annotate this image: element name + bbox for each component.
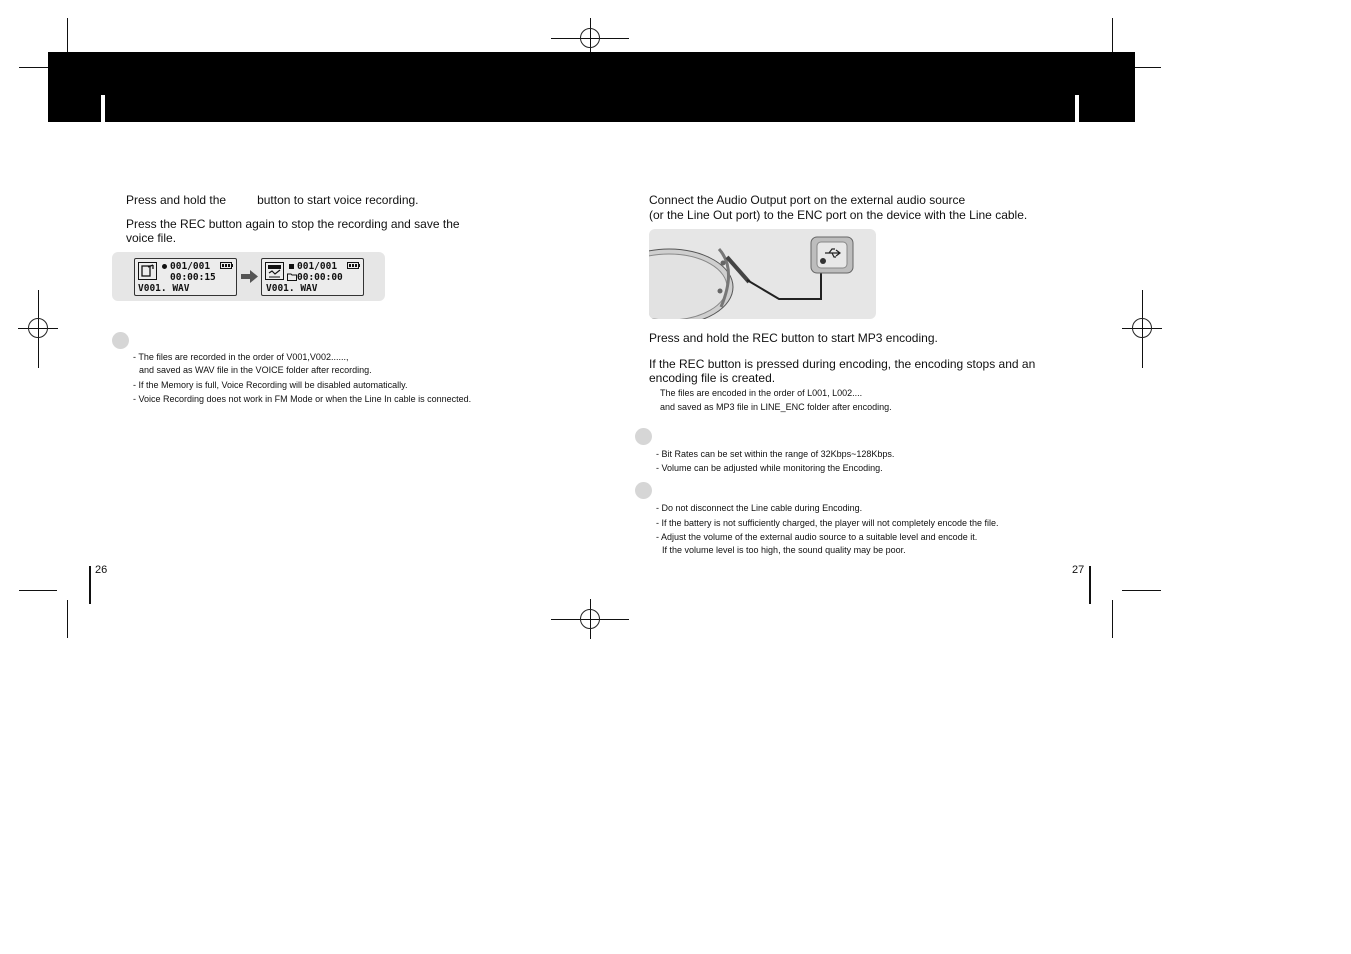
encode-step2-line1: If the REC button is pressed during encoding, the encoding stops and an <box>649 357 1036 371</box>
record-icon <box>138 262 157 280</box>
voice-note-3: - Voice Recording does not work in FM Mode or when the Line In cable is connected. <box>133 394 472 404</box>
crop-mark <box>1122 590 1161 591</box>
encode-caution-3: - Adjust the volume of the external audio source to a suitable level and encode it. <box>656 532 978 542</box>
voice-step1-after: button to start voice recording. <box>257 193 419 207</box>
folder-icon <box>287 273 297 281</box>
registration-target-bottom <box>551 599 629 639</box>
eq-mode-icon <box>265 262 284 280</box>
voice-step1 <box>126 193 419 207</box>
header-bar <box>48 52 1135 122</box>
registration-target-left <box>18 290 58 368</box>
voice-step1-before: Press and hold the <box>126 193 227 207</box>
registration-target-right <box>1122 290 1162 368</box>
encode-caution-3-cont: If the volume level is too high, the sound quality may be poor. <box>662 545 906 555</box>
encode-caution-1: - Do not disconnect the Line cable during Encoding. <box>656 503 863 513</box>
note-circle-icon <box>112 332 129 349</box>
lcd-screen-stopped <box>261 258 364 296</box>
lcd-illustration-panel <box>112 252 385 301</box>
battery-icon <box>220 262 233 269</box>
crop-mark <box>1112 600 1113 638</box>
note-circle-icon <box>635 428 652 445</box>
voice-step2-line2: voice file. <box>126 231 177 245</box>
lcd2-time: 00:00:00 <box>297 272 343 283</box>
page-number-left: 26 <box>95 564 108 576</box>
player-device-image <box>649 229 876 319</box>
crop-mark <box>1112 18 1113 56</box>
crop-mark <box>67 18 68 52</box>
voice-step2-line1: Press the REC button again to stop the recording and save the <box>126 217 460 231</box>
crop-mark <box>1135 67 1161 68</box>
encode-caution-2: - If the battery is not sufficiently charged, the player will not completely encode the file. <box>656 518 999 528</box>
encode-step1: Press and hold the REC button to start MP3 encoding. <box>649 331 938 345</box>
lcd2-track: 001/001 <box>297 261 338 272</box>
encode-step2-sub2: and saved as MP3 file in LINE_ENC folder after encoding. <box>660 402 892 412</box>
voice-note-1-cont: and saved as WAV file in the VOICE folder after recording. <box>139 365 372 375</box>
crop-mark <box>19 590 57 591</box>
caution-circle-icon <box>635 482 652 499</box>
encode-note-2: - Volume can be adjusted while monitoring the Encoding. <box>656 463 883 473</box>
stop-icon <box>289 264 294 269</box>
lcd-screen-recording <box>134 258 237 296</box>
header-tick-left <box>101 95 105 122</box>
encode-intro-line1: Connect the Audio Output port on the external audio source <box>649 193 966 207</box>
page-number-rule-right <box>1089 566 1091 604</box>
lcd1-track: 001/001 <box>170 261 211 272</box>
voice-note-1: - The files are recorded in the order of V001,V002......, <box>133 352 349 362</box>
crop-mark <box>19 67 49 68</box>
encode-note-1: - Bit Rates can be set within the range of 32Kbps~128Kbps. <box>656 449 895 459</box>
record-dot-icon <box>162 264 167 269</box>
battery-icon <box>347 262 360 269</box>
crop-mark <box>67 600 68 638</box>
usb-icon <box>824 247 842 259</box>
page-number-right: 27 <box>1072 564 1085 576</box>
encode-step2-sub1: The files are encoded in the order of L001, L002.... <box>660 388 863 398</box>
lcd1-file: V001. WAV <box>138 283 190 294</box>
header-tick-right <box>1075 95 1079 122</box>
line-cable-illustration <box>649 229 876 319</box>
arrow-right-icon <box>241 270 258 283</box>
voice-note-2: - If the Memory is full, Voice Recording will be disabled automatically. <box>133 380 408 390</box>
lcd2-file: V001. WAV <box>266 283 318 294</box>
encode-step2-line2: encoding file is created. <box>649 371 776 385</box>
page-number-rule-left <box>89 566 91 604</box>
encode-intro-line2: (or the Line Out port) to the ENC port on the device with the Line cable. <box>649 208 1028 222</box>
lcd1-time: 00:00:15 <box>170 272 216 283</box>
